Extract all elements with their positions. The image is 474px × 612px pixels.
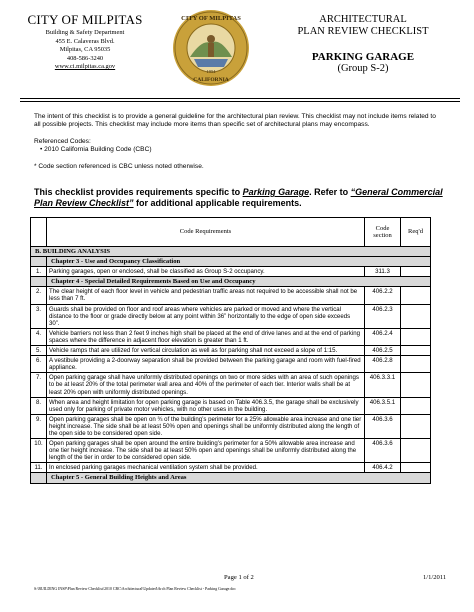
table-row xyxy=(31,397,431,414)
row-code-section: 406.2.4 xyxy=(365,328,401,345)
applicability-text-1: This checklist provides requirements specific to xyxy=(34,187,243,197)
address-line-1: 455 E. Calaveras Blvd. xyxy=(55,37,115,45)
section-row xyxy=(31,247,431,257)
seal-year: 1954 xyxy=(206,69,216,74)
row-requirement: Vehicle barriers not less than 2 feet 9 inches high shall be placed at the end of drive lanes and at the end of parking spaces where the difference in adjacent floor elevation is greater than 1 ft. xyxy=(47,328,365,345)
table-row xyxy=(31,463,431,473)
row-reqd-cell[interactable] xyxy=(401,414,431,438)
row-requirement: Vehicle ramps that are utilized for vertical circulation as well as for parking shall not exceed a slope of 1:15. xyxy=(47,346,365,356)
row-number: 9. xyxy=(31,414,47,438)
chapter-row xyxy=(31,277,431,287)
requirements-table xyxy=(30,217,431,484)
row-code-section: 406.2.8 xyxy=(365,356,401,373)
title-line-2: PLAN REVIEW CHECKLIST xyxy=(297,26,429,37)
row-requirement: Guards shall be provided on floor and roof areas where vehicles are parked or moved and where the vertical distance to the floor or grade directly below at any point within 36” horizontally to the edge of open side exceeds 30”. xyxy=(47,304,365,328)
seal-top-text: CITY OF MILPITAS xyxy=(181,15,241,22)
header-reqd: Req'd xyxy=(401,218,431,247)
row-number: 1. xyxy=(31,267,47,277)
applicability-statement xyxy=(34,187,454,209)
address-line-2: Milpitas, CA 95035 xyxy=(59,46,111,54)
document-titles xyxy=(268,14,458,75)
table-row xyxy=(31,287,431,304)
row-code-section: 311.3 xyxy=(365,267,401,277)
referenced-codes-heading: Referenced Codes: xyxy=(34,137,91,145)
row-reqd-cell[interactable] xyxy=(401,439,431,463)
row-number: 3. xyxy=(31,304,47,328)
city-name: CITY OF MILPITAS xyxy=(27,12,143,27)
table-row xyxy=(31,328,431,345)
header-blank xyxy=(31,218,47,247)
row-reqd-cell[interactable] xyxy=(401,373,431,397)
row-reqd-cell[interactable] xyxy=(401,356,431,373)
applicability-text-2: . Refer to xyxy=(309,187,351,197)
table-row xyxy=(31,439,431,463)
intro-paragraph: The intent of this checklist is to provide a general guideline for the architectural plan review. This checklist may not include items related to all possible projects. This checklist may include more items than specific set of architectural plans may encompass. xyxy=(34,113,436,129)
row-reqd-cell[interactable] xyxy=(401,287,431,304)
parking-garage-reference: Parking Garage xyxy=(242,187,310,197)
department-name: Building & Safety Department xyxy=(45,29,125,36)
row-reqd-cell[interactable] xyxy=(401,267,431,277)
file-path: S:\BUILDING INSP\Plan Review Checklist\2010 CBC\Architectural\Updated\Arch Plan Review Checklist - Parking Garage.doc xyxy=(34,587,236,591)
chapter-3-heading: Chapter 3 - Use and Occupancy Classification xyxy=(47,257,431,267)
header-rule-top xyxy=(20,98,460,99)
row-number: 4. xyxy=(31,328,47,345)
department-block xyxy=(20,12,150,72)
chapter-row xyxy=(31,473,431,483)
table-row xyxy=(31,267,431,277)
title-group: (Group S-2) xyxy=(337,63,389,74)
row-code-section: 406.4.2 xyxy=(365,463,401,473)
chapter-4-heading: Chapter 4 - Special Detailed Requirements Based on Use and Occupancy xyxy=(47,277,431,287)
section-building-analysis: B. BUILDING ANALYSIS xyxy=(31,247,431,257)
revision-date: 1/1/2011 xyxy=(423,574,447,581)
row-reqd-cell[interactable] xyxy=(401,346,431,356)
chapter-5-heading: Chapter 5 - General Building Heights and Areas xyxy=(47,473,431,483)
title-line-1: ARCHITECTURAL xyxy=(319,14,407,25)
row-number: 2. xyxy=(31,287,47,304)
table-row xyxy=(31,414,431,438)
page-header xyxy=(0,0,474,98)
code-note: * Code section referenced is CBC unless noted otherwise. xyxy=(34,162,204,170)
row-number: 8. xyxy=(31,397,47,414)
row-number: 6. xyxy=(31,356,47,373)
row-code-section: 406.2.2 xyxy=(365,287,401,304)
row-reqd-cell[interactable] xyxy=(401,304,431,328)
header-rule-bottom xyxy=(20,101,460,102)
row-code-section: 406.2.5 xyxy=(365,346,401,356)
row-requirement: Open parking garages shall be open around the entire building’s perimeter for a 50% allowable area increase and one tier height increase. The side shall be at least 50% open and openings shall be uniformly distributed along the length of the tier in order to be considered open side. xyxy=(47,439,365,463)
table-row xyxy=(31,346,431,356)
header-code-requirements: Code Requirements xyxy=(47,218,365,247)
table-row xyxy=(31,304,431,328)
row-requirement: The clear height of each floor level in vehicle and pedestrian traffic areas not required to be accessible shall not be less than 7 ft. xyxy=(47,287,365,304)
city-seal-logo xyxy=(172,9,250,87)
chapter-row xyxy=(31,257,431,267)
website-link[interactable]: www.ci.milpitas.ca.gov xyxy=(54,63,116,71)
row-code-section: 406.3.6 xyxy=(365,439,401,463)
title-parking-garage: PARKING GARAGE xyxy=(311,51,415,63)
row-number: 7. xyxy=(31,373,47,397)
referenced-code-item: • 2010 California Building Code (CBC) xyxy=(40,146,152,154)
row-requirement: A vestibule providing a 2-doorway separation shall be provided between the parking garage and room with fuel-fired appliance. xyxy=(47,356,365,373)
row-requirement: When area and height limitation for open parking garage is based on Table 406.3.5, the garage shall be exclusively used only for parking of private motor vehicles, with no other uses in the building. xyxy=(47,397,365,414)
row-requirement: Parking garages, open or enclosed, shall be classified as Group S-2 occupancy. xyxy=(47,267,365,277)
applicability-text-3: for additional applicable requirements. xyxy=(133,197,302,208)
table-header-row xyxy=(31,218,431,247)
page-number: Page 1 of 2 xyxy=(224,574,254,581)
row-number: 10. xyxy=(31,439,47,463)
header-code-section: Code section xyxy=(365,218,401,247)
row-code-section: 406.3.6 xyxy=(365,414,401,438)
row-code-section: 406.2.3 xyxy=(365,304,401,328)
row-reqd-cell[interactable] xyxy=(401,397,431,414)
row-number: 11. xyxy=(31,463,47,473)
phone-number: 408-586-3240 xyxy=(66,54,104,62)
row-number: 5. xyxy=(31,346,47,356)
row-requirement: Open parking garage shall have uniformly distributed openings on two or more sides with an area of such openings to be at least 20% of the total perimeter wall area and 40% of the perimeter of each tier. Interior walls shall be at least 20% open with uniformly distributed openings. xyxy=(47,373,365,397)
general-checklist-reference: “General Commercial Plan Review Checklist” xyxy=(34,187,443,208)
row-reqd-cell[interactable] xyxy=(401,463,431,473)
row-requirement: In enclosed parking garages mechanical ventilation system shall be provided. xyxy=(47,463,365,473)
seal-bottom-text: CALIFORNIA xyxy=(193,77,229,83)
row-requirement: Open parking garages shall be open on ¾ of the building’s perimeter for a 25% allowable area increase and one tier height increase. The side shall be at least 50% open and openings shall be uniformly distributed along the length of the open side to be considered open side. xyxy=(47,414,365,438)
table-row xyxy=(31,373,431,397)
row-code-section: 406.3.3.1 xyxy=(365,373,401,397)
row-reqd-cell[interactable] xyxy=(401,328,431,345)
table-row xyxy=(31,356,431,373)
intro-section xyxy=(34,113,444,179)
row-code-section: 406.3.5.1 xyxy=(365,397,401,414)
